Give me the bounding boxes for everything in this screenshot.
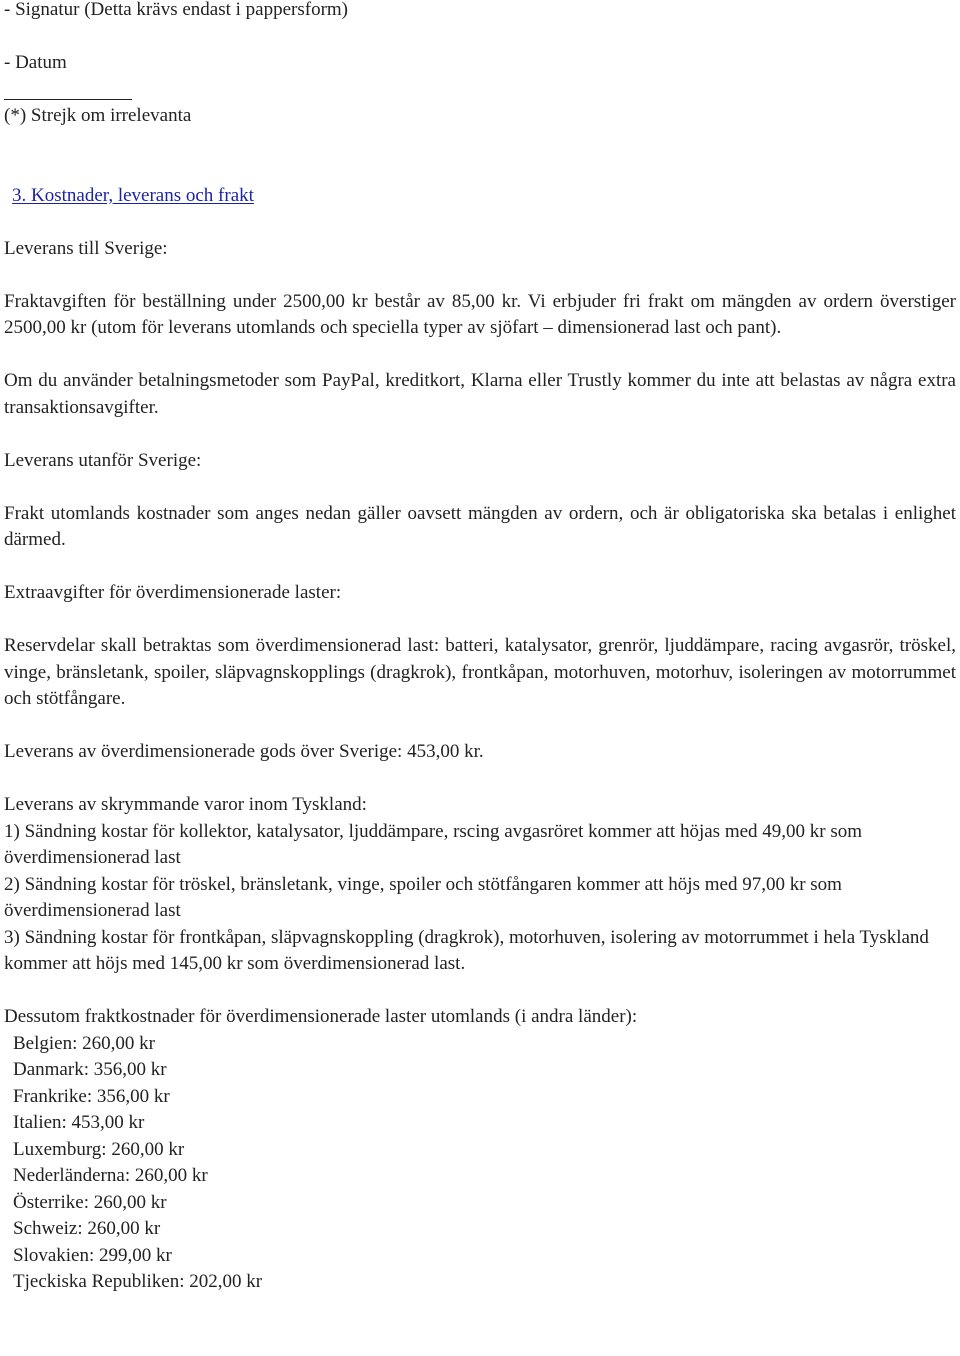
- domestic-heading: Leverans till Sverige:: [4, 237, 168, 259]
- country-price-item: Schweiz: 260,00 kr: [13, 1218, 161, 1239]
- oversize-heading: Extraavgifter för överdimensionerade laster:: [4, 582, 342, 603]
- oversize-parts-text: Reservdelar skall betraktas som överdimensionerad last: batteri, katalysator, grenrör, ljuddämpare, racing avgasrör, tröskel, vinge, bränsletank, spoiler, släpvagnskopplings (dragkrok), frontkåpan, motorhuven, motorhuv, isoleringen av motorrummet och stötfångare.: [4, 635, 956, 709]
- signature-line: - Signatur (Detta krävs endast i pappersform): [4, 0, 349, 20]
- country-price-item: Danmark: 356,00 kr: [13, 1059, 167, 1080]
- footnote: (*) Strejk om irrelevanta: [4, 104, 192, 126]
- germany-item-2: 2) Sändning kostar för tröskel, bränsletank, vinge, spoiler och stötfångaren kommer att höjs med 97,00 kr som överdimensionerad last: [4, 873, 842, 921]
- payment-fee-text: Om du använder betalningsmetoder som PayPal, kreditkort, Klarna eller Trustly kommer du inte att belastas av några extra transaktionsavgifter.: [4, 370, 956, 418]
- country-price-list: [4, 1031, 956, 1296]
- abroad-heading: Leverans utanför Sverige:: [4, 449, 202, 471]
- country-price-item: Tjeckiska Republiken: 202,00 kr: [13, 1271, 263, 1292]
- domestic-shipping-text: Fraktavgiften för beställning under 2500,00 kr består av 85,00 kr. Vi erbjuder fri frakt om mängden av ordern överstiger 2500,00 kr (utom för leverans utomlands och speciella typer av sjöfart – dimensionerad last och pant).: [4, 290, 956, 338]
- country-price-item: Belgien: 260,00 kr: [13, 1032, 155, 1054]
- countries-heading: Dessutom fraktkostnader för överdimensionerade laster utomlands (i andra länder):: [4, 1006, 638, 1027]
- germany-item-1: 1) Sändning kostar för kollektor, katalysator, ljuddämpare, rscing avgasröret kommer att höjas med 49,00 kr som överdimensionerad last: [4, 820, 863, 868]
- oversize-sweden-price: Leverans av överdimensionerade gods över Sverige: 453,00 kr.: [4, 741, 484, 762]
- footnote-divider: [4, 99, 132, 100]
- germany-heading: Leverans av skrymmande varor inom Tyskland:: [4, 794, 367, 815]
- country-price-item: Luxemburg: 260,00 kr: [13, 1138, 185, 1160]
- date-line: - Datum: [4, 52, 67, 73]
- germany-item-3: 3) Sändning kostar för frontkåpan, släpvagnskoppling (dragkrok), motorhuven, isolering av motorrummet i hela Tyskland kommer att höjs med 145,00 kr som överdimensionerad last.: [4, 926, 929, 974]
- section-heading-link[interactable]: 3. Kostnader, leverans och frakt: [12, 184, 254, 206]
- country-price-item: Nederländerna: 260,00 kr: [13, 1165, 208, 1186]
- abroad-shipping-text: Frakt utomlands kostnader som anges nedan gäller oavsett mängden av ordern, och är obligatoriska ska betalas i enlighet därmed.: [4, 502, 956, 550]
- country-price-item: Frankrike: 356,00 kr: [13, 1085, 170, 1107]
- country-price-item: Italien: 453,00 kr: [13, 1112, 145, 1133]
- country-price-item: Slovakien: 299,00 kr: [13, 1244, 172, 1266]
- country-price-item: Österrike: 260,00 kr: [13, 1191, 167, 1213]
- section-heading: [4, 183, 956, 210]
- document-page: [4, 0, 956, 1296]
